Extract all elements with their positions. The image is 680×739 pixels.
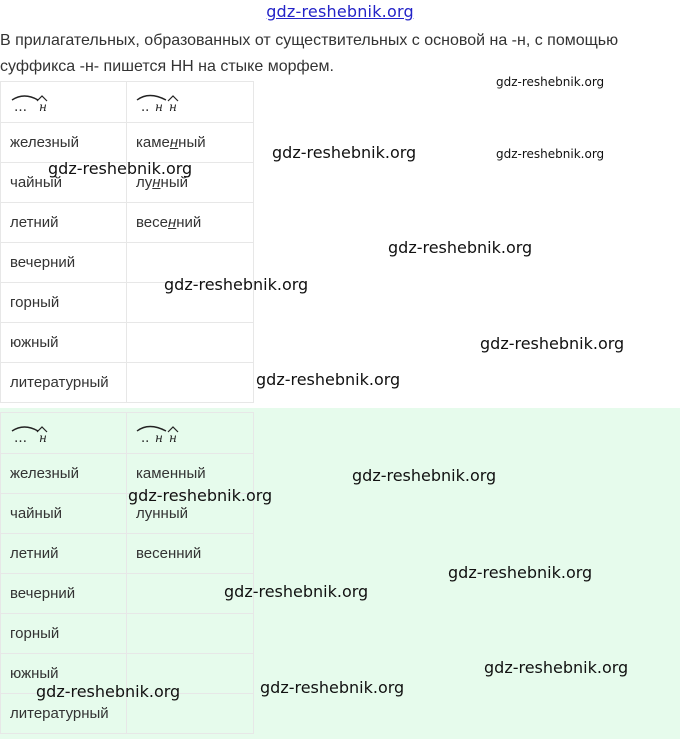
marked-letter: н <box>168 214 177 231</box>
watermark: gdz-reshebnik.org <box>272 143 417 162</box>
table-row <box>1 534 254 574</box>
watermark: gdz-reshebnik.org <box>496 75 605 89</box>
empty-cell <box>127 363 254 403</box>
table-row <box>1 363 254 403</box>
scheme-dots: … <box>14 100 27 113</box>
watermark: gdz-reshebnik.org <box>448 563 593 582</box>
word-cell: чайный <box>1 494 127 534</box>
word-cell: литературный <box>1 363 127 403</box>
watermark: gdz-reshebnik.org <box>480 334 625 353</box>
watermark: gdz-reshebnik.org <box>164 275 309 294</box>
scheme-cell-2 <box>127 82 254 123</box>
table-header-row <box>1 82 254 123</box>
marked-letter: н <box>169 134 179 151</box>
watermark: gdz-reshebnik.org <box>484 658 629 677</box>
word-cell: железный <box>1 454 127 494</box>
scheme-letter-root: н <box>155 100 163 113</box>
word-cell: лунный <box>127 494 254 534</box>
scheme-letter-root: н <box>155 431 163 444</box>
word-cell: южный <box>1 654 127 694</box>
scheme-cell-1 <box>1 413 127 454</box>
scheme-letter-suffix: н <box>169 431 177 444</box>
table-header-row <box>1 413 254 454</box>
table-row <box>1 614 254 654</box>
word-cell: чайный <box>1 163 127 203</box>
watermark: gdz-reshebnik.org <box>388 238 533 257</box>
word-cell: летний <box>1 534 127 574</box>
table-row <box>1 203 254 243</box>
word-cell: железный <box>1 123 127 163</box>
watermark: gdz-reshebnik.org <box>260 678 405 697</box>
word-cell: летний <box>1 203 127 243</box>
scheme-letter: н <box>39 431 47 444</box>
word-cell-marked: весенний <box>127 203 254 243</box>
suffix-scheme-icon <box>10 91 50 113</box>
watermark: gdz-reshebnik.org <box>36 682 181 701</box>
watermark: gdz-reshebnik.org <box>352 466 497 485</box>
watermark: gdz-reshebnik.org <box>256 370 401 389</box>
watermark: gdz-reshebnik.org <box>48 159 193 178</box>
suffix-scheme-icon <box>10 422 50 444</box>
scheme-cell-1 <box>1 82 127 123</box>
word-cell: южный <box>1 323 127 363</box>
scheme-dots: .. <box>141 431 150 444</box>
word-cell: вечерний <box>1 243 127 283</box>
watermark: gdz-reshebnik.org <box>128 486 273 505</box>
word-cell-marked: лунный <box>127 163 254 203</box>
word-cell: горный <box>1 614 127 654</box>
words-table-task <box>0 81 254 403</box>
table-row <box>1 574 254 614</box>
scheme-letter-suffix: н <box>169 100 177 113</box>
watermark: gdz-reshebnik.org <box>496 147 605 161</box>
word-cell: горный <box>1 283 127 323</box>
scheme-dots: … <box>14 431 27 444</box>
site-title-link[interactable]: gdz-reshebnik.org <box>266 2 414 21</box>
scheme-letter: н <box>39 100 47 113</box>
watermark: gdz-reshebnik.org <box>224 582 369 601</box>
scheme-dots: .. <box>141 100 150 113</box>
table-row <box>1 323 254 363</box>
word-cell-marked: каменный <box>127 123 254 163</box>
word-cell: литературный <box>1 694 127 734</box>
root-suffix-scheme-icon <box>136 422 184 444</box>
word-cell: вечерний <box>1 574 127 614</box>
scheme-cell-2 <box>127 413 254 454</box>
marked-letter: н <box>152 174 161 191</box>
root-suffix-scheme-icon <box>136 91 184 113</box>
rule-paragraph: В прилагательных, образованных от существительных с основой на -н, с помощью суффикса -н- пишется НН на стыке морфем. <box>0 32 619 75</box>
word-cell: весенний <box>127 534 254 574</box>
word-cell: каменный <box>127 454 254 494</box>
table-row <box>1 123 254 163</box>
empty-cell <box>127 614 254 654</box>
empty-cell <box>127 323 254 363</box>
